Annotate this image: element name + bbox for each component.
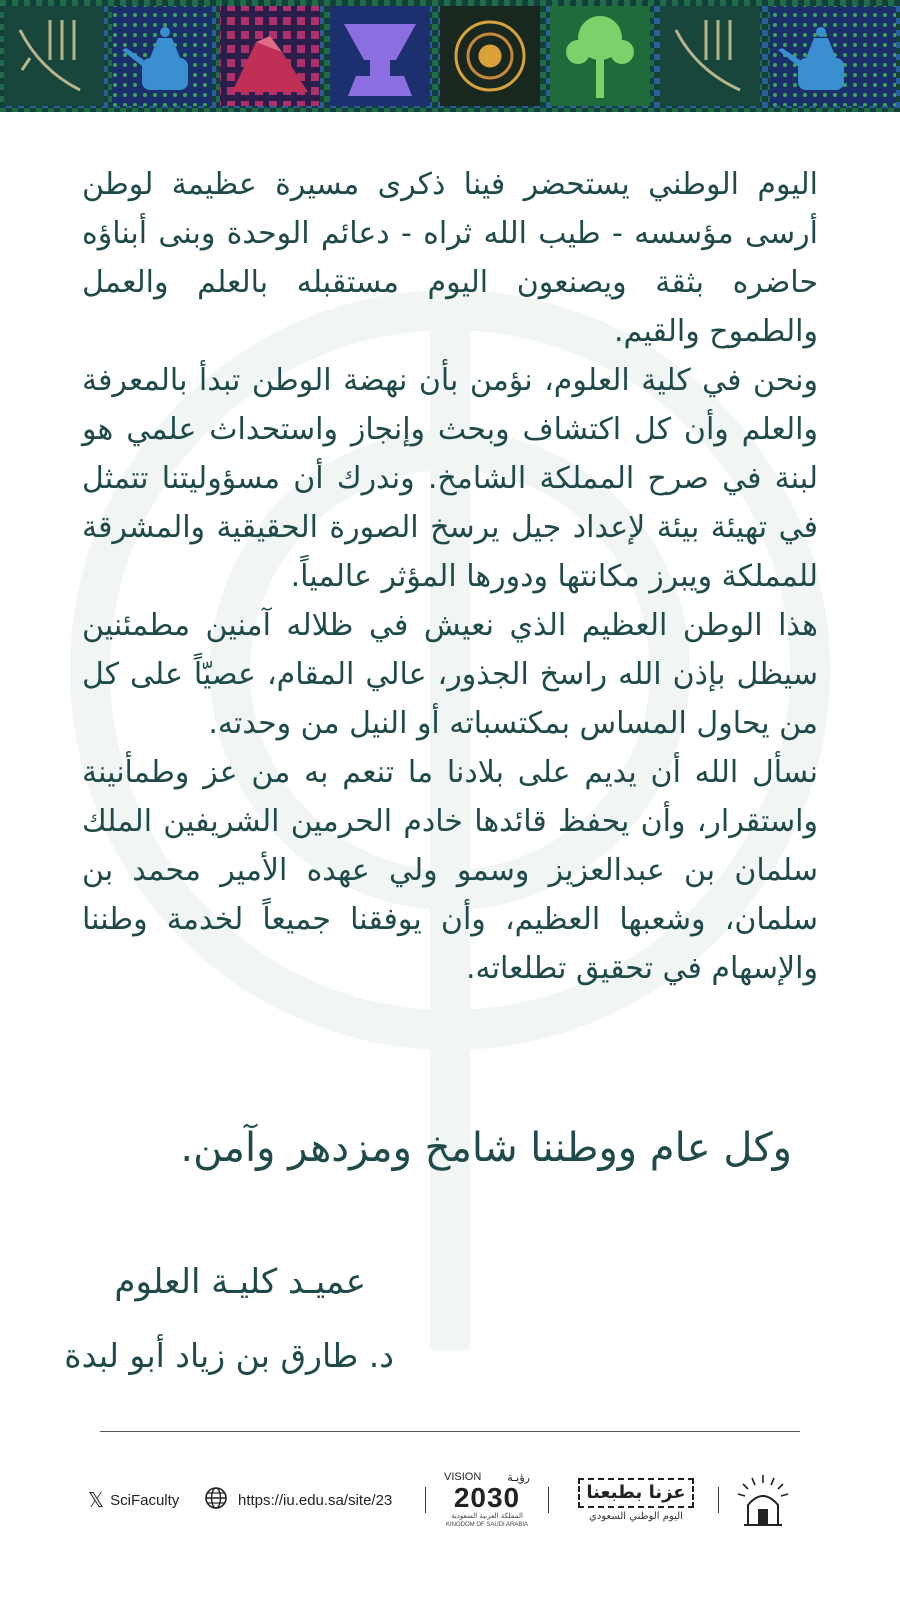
national-day-title: عزنا بطبعنا	[578, 1478, 693, 1508]
footer-separator	[718, 1487, 719, 1513]
globe-icon	[204, 1486, 228, 1514]
university-emblem-icon	[734, 1460, 798, 1540]
social-handle: SciFaculty	[110, 1491, 180, 1509]
footer	[0, 1460, 900, 1540]
paragraph: ونحن في كلية العلوم، نؤمن بأن نهضة الوطن تبدأ بالمعرفة والعلم وأن كل اكتشاف وبحث وإنجاز واستحداث علمي هو لبنة في صرح المملكة الشامخ. وندرك أن مسؤوليتنا تتمثل في تهيئة بيئة لإعداد جيل يرسخ الصورة الحقيقية والمشرقة للمملكة ويبرز مكانتها ودورها المؤثر عالمياً.	[82, 363, 818, 594]
vision-number: 2030	[453, 1482, 521, 1513]
paragraph: هذا الوطن العظيم الذي نعيش في ظلاله آمنين مطمئنين سيظل بإذن الله راسخ الجذور، عالي المقام، عصيّاً على كل من يحاول المساس بمكتسباته أو النيل من وحدته.	[82, 608, 818, 741]
signature-name: د. طارق بن زياد أبو لبدة	[64, 1336, 394, 1375]
footer-separator	[548, 1487, 549, 1513]
signature-title: عميـد كليـة العلوم	[114, 1262, 366, 1302]
vision-sub-ar: المملكة العربية السعودية	[451, 1512, 523, 1520]
social-link[interactable]	[88, 1460, 198, 1540]
top-banner	[0, 0, 900, 112]
x-logo-icon: 𝕏	[88, 1488, 105, 1512]
vision-sub-en: KINGDOM OF SAUDI ARABIA	[445, 1522, 528, 1528]
vision-label-en: VISION	[444, 1471, 482, 1483]
national-day-subtitle: اليوم الوطني السعودي	[589, 1511, 683, 1522]
vision-2030-logo	[440, 1460, 534, 1540]
paragraph: اليوم الوطني يستحضر فينا ذكرى مسيرة عظيمة لوطن أرسى مؤسسه - طيب الله ثراه - دعائم الوحدة وبنى أبناؤه حاضره بثقة ويصنعون اليوم مستقبله بالعلم والعمل والطموح والقيم.	[82, 167, 818, 349]
footer-separator	[425, 1487, 426, 1513]
message-body	[82, 160, 818, 993]
website-link[interactable]	[204, 1460, 424, 1540]
website-url: https://iu.edu.sa/site/23	[238, 1491, 393, 1509]
vision-label-ar: رؤيـة	[507, 1472, 530, 1484]
national-day-logo	[566, 1460, 706, 1540]
closing-greeting: وكل عام ووطننا شامخ ومزدهر وآمن.	[180, 1125, 792, 1171]
paragraph: نسأل الله أن يديم على بلادنا ما تنعم به من عز وطمأنينة واستقرار، وأن يحفظ قائدها خادم الحرمين الشريفين الملك سلمان بن عبدالعزيز وسمو ولي عهده الأمير محمد بن سلمان، وشعبها العظيم، وأن يوفقنا جميعاً لخدمة وطننا والإسهام في تحقيق تطلعاته.	[82, 755, 818, 986]
footer-divider	[100, 1431, 800, 1432]
